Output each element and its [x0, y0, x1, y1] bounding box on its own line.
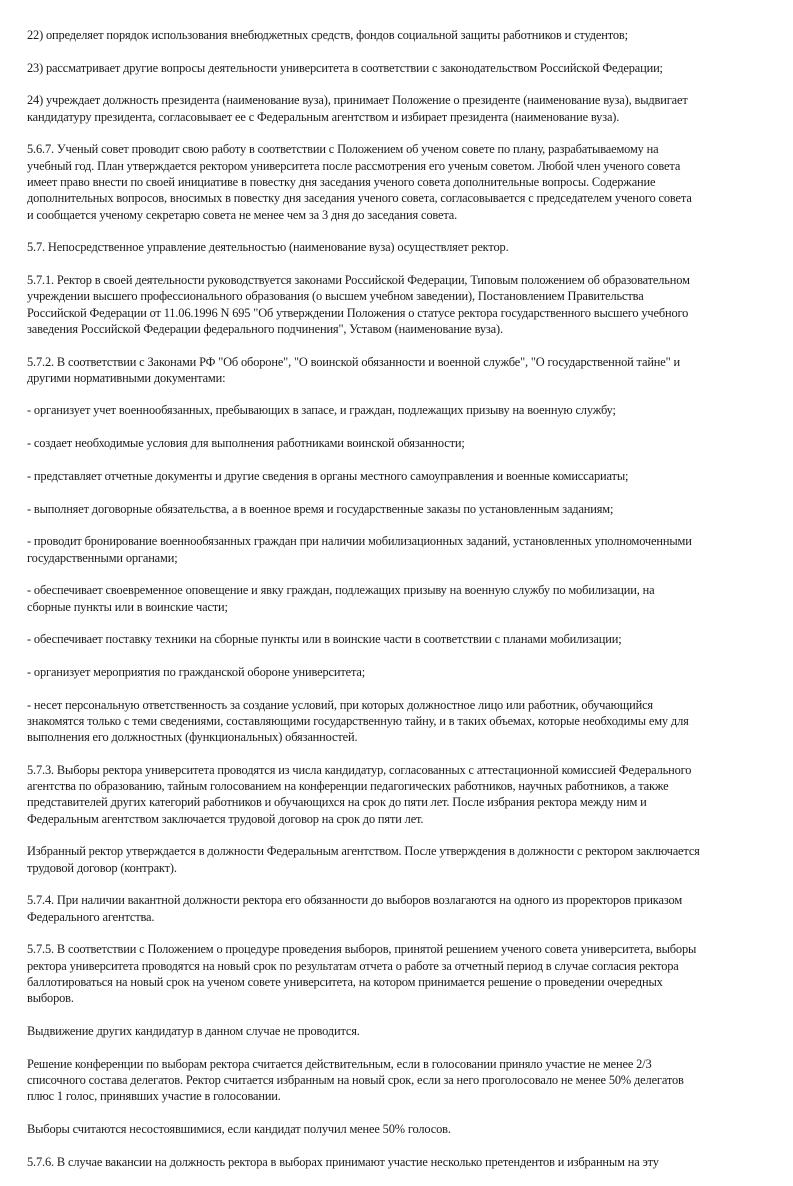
paragraph — [27, 1056, 777, 1105]
text-line: Выборы считаются несостоявшимися, если кандидат получил менее 50% голосов. — [27, 1121, 451, 1136]
text-line: 5.7.2. В соответствии с Законами РФ "Об обороне", "О воинской обязанности и военной службе", "О государственной тайне" и — [27, 354, 680, 369]
paragraph — [27, 941, 777, 1006]
text-line: выполнения его должностных (функциональных) обязанностей. — [27, 730, 358, 745]
text-line: Решение конференции по выборам ректора считается действительным, если в голосовании приняло участие не менее 2/3 — [27, 1056, 652, 1071]
text-line: имеет право внести по своей инициативе в повестку дня заседания ученого совета дополнительные вопросы. Содержание — [27, 174, 656, 189]
text-line: 5.7. Непосредственное управление деятельностью (наименование вуза) осуществляет ректор. — [27, 240, 509, 255]
paragraph — [27, 60, 777, 76]
text-line: учреждении высшего профессионального образования (о высшем учебном заведении), Постановлением Правительства — [27, 289, 644, 304]
paragraph — [27, 354, 777, 387]
text-line: учебный год. План утверждается ректором университета после рассмотрения его ученым советом. Любой член ученого совета — [27, 158, 681, 173]
text-line: - несет персональную ответственность за создание условий, при которых должностное лицо или работник, обучающийся — [27, 697, 653, 712]
text-line: - организует учет военнообязанных, пребывающих в запасе, и граждан, подлежащих призыву на военную службу; — [27, 403, 616, 418]
paragraph — [27, 27, 777, 43]
text-line: 23) рассматривает другие вопросы деятельности университета в соответствии с законодательством Российской Федерации; — [27, 60, 663, 75]
text-line: 5.7.3. Выборы ректора университета проводятся из числа кандидатур, согласованных с аттестационной комиссией Федерального — [27, 762, 692, 777]
text-line: представителей других категорий работников и обучающихся на срок до пяти лет. После избрания ректора между ним и — [27, 795, 647, 810]
text-line: - организует мероприятия по гражданской обороне университета; — [27, 664, 366, 679]
text-line: Федерального агентства. — [27, 909, 155, 924]
paragraph — [27, 697, 777, 746]
paragraph — [27, 141, 777, 222]
text-line: плюс 1 голос, принявших участие в голосовании. — [27, 1089, 281, 1104]
text-line: Избранный ректор утверждается в должности Федеральным агентством. После утверждения в должности с ректором заключается — [27, 844, 700, 859]
text-line: - обеспечивает своевременное оповещение и явку граждан, подлежащих призыву на военную службу по мобилизации, на — [27, 583, 655, 598]
document-page — [27, 27, 777, 1186]
text-line: 5.6.7. Ученый совет проводит свою работу в соответствии с Положением об ученом совете по плану, разрабатываемому на — [27, 142, 659, 157]
text-line: заведения Российской Федерации федерального подчинения", Уставом (наименование вуза). — [27, 321, 503, 336]
text-line: ректора университета проводятся на новый срок по результатам отчета о работе за отчетный период в случае согласия ректора — [27, 958, 679, 973]
text-line: - создает необходимые условия для выполнения работниками воинской обязанности; — [27, 436, 465, 451]
text-line: 5.7.5. В соответствии с Положением о процедуре проведения выборов, принятой решением ученого совета университета, выборы — [27, 942, 697, 957]
text-line: Федеральным агентством заключается трудовой договор на срок до пяти лет. — [27, 811, 424, 826]
text-line: 22) определяет порядок использования внебюджетных средств, фондов социальной защиты работников и студентов; — [27, 28, 628, 42]
text-line: знакомятся только с теми сведениями, составляющими государственную тайну, и в таких объемах, которые необходимы ему для — [27, 713, 689, 728]
paragraph — [27, 1154, 777, 1170]
paragraph — [27, 843, 777, 876]
paragraph — [27, 762, 777, 827]
text-line: 24) учреждает должность президента (наименование вуза), принимает Положение о президенте (наименование вуза), выдвигает — [27, 93, 688, 108]
text-line: и сообщается ученому секретарю совета не менее чем за 3 дня до заседания совета. — [27, 207, 458, 222]
text-line: - обеспечивает поставку техники на сборные пункты или в воинские части в соответствии с планами мобилизации; — [27, 632, 622, 647]
text-line: сборные пункты или в воинские части; — [27, 599, 228, 614]
paragraph — [27, 272, 777, 337]
paragraph — [27, 92, 777, 125]
text-line: Выдвижение других кандидатур в данном случае не проводится. — [27, 1023, 360, 1038]
text-line: кандидатуру президента, согласовывает ее с Федеральным агентством и избирает президента (наименование вуза). — [27, 109, 620, 124]
paragraph — [27, 533, 777, 566]
text-line: выборов. — [27, 991, 74, 1006]
text-line: баллотироваться на новый срок на ученом совете университета, на котором принимается решение о проведении очередных — [27, 975, 663, 989]
paragraph — [27, 582, 777, 615]
paragraph — [27, 468, 777, 484]
text-line: другими нормативными документами: — [27, 370, 226, 385]
paragraph — [27, 402, 777, 418]
paragraph — [27, 892, 777, 925]
paragraph — [27, 631, 777, 647]
text-line: агентства по образованию, тайным голосованием на конференции педагогических работников, научных работников, а также — [27, 779, 669, 794]
text-line: - представляет отчетные документы и другие сведения в органы местного самоуправления и военные комиссариаты; — [27, 468, 629, 483]
text-line: трудовой договор (контракт). — [27, 860, 177, 875]
paragraph — [27, 1023, 777, 1039]
paragraph — [27, 435, 777, 451]
text-line: списочного состава делегатов. Ректор считается избранным на новый срок, если за него проголосовало не менее 50% делегатов — [27, 1072, 684, 1087]
text-line: Российской Федерации от 11.06.1996 N 695 "Об утверждении Положения о статусе ректора государственного высшего учебного — [27, 305, 689, 320]
paragraph — [27, 1121, 777, 1137]
text-line: дополнительных вопросов, вносимых в повестку дня заседания ученого совета, согласовывается с председателем ученого совета — [27, 191, 692, 206]
text-line: 5.7.1. Ректор в своей деятельности руководствуется законами Российской Федерации, Типовым положением об образовательном — [27, 272, 690, 287]
paragraph — [27, 501, 777, 517]
paragraph — [27, 664, 777, 680]
text-line: - выполняет договорные обязательства, а в военное время и государственные заказы по установленным заданиям; — [27, 501, 614, 516]
paragraph — [27, 239, 777, 255]
text-line: государственными органами; — [27, 550, 178, 565]
text-line: - проводит бронирование военнообязанных граждан при наличии мобилизационных заданий, установленных уполномоченными — [27, 534, 692, 549]
text-line: 5.7.6. В случае вакансии на должность ректора в выборах принимают участие несколько претендентов и избранным на эту — [27, 1154, 659, 1169]
text-line: 5.7.4. При наличии вакантной должности ректора его обязанности до выборов возлагаются на одного из проректоров приказом — [27, 893, 683, 908]
